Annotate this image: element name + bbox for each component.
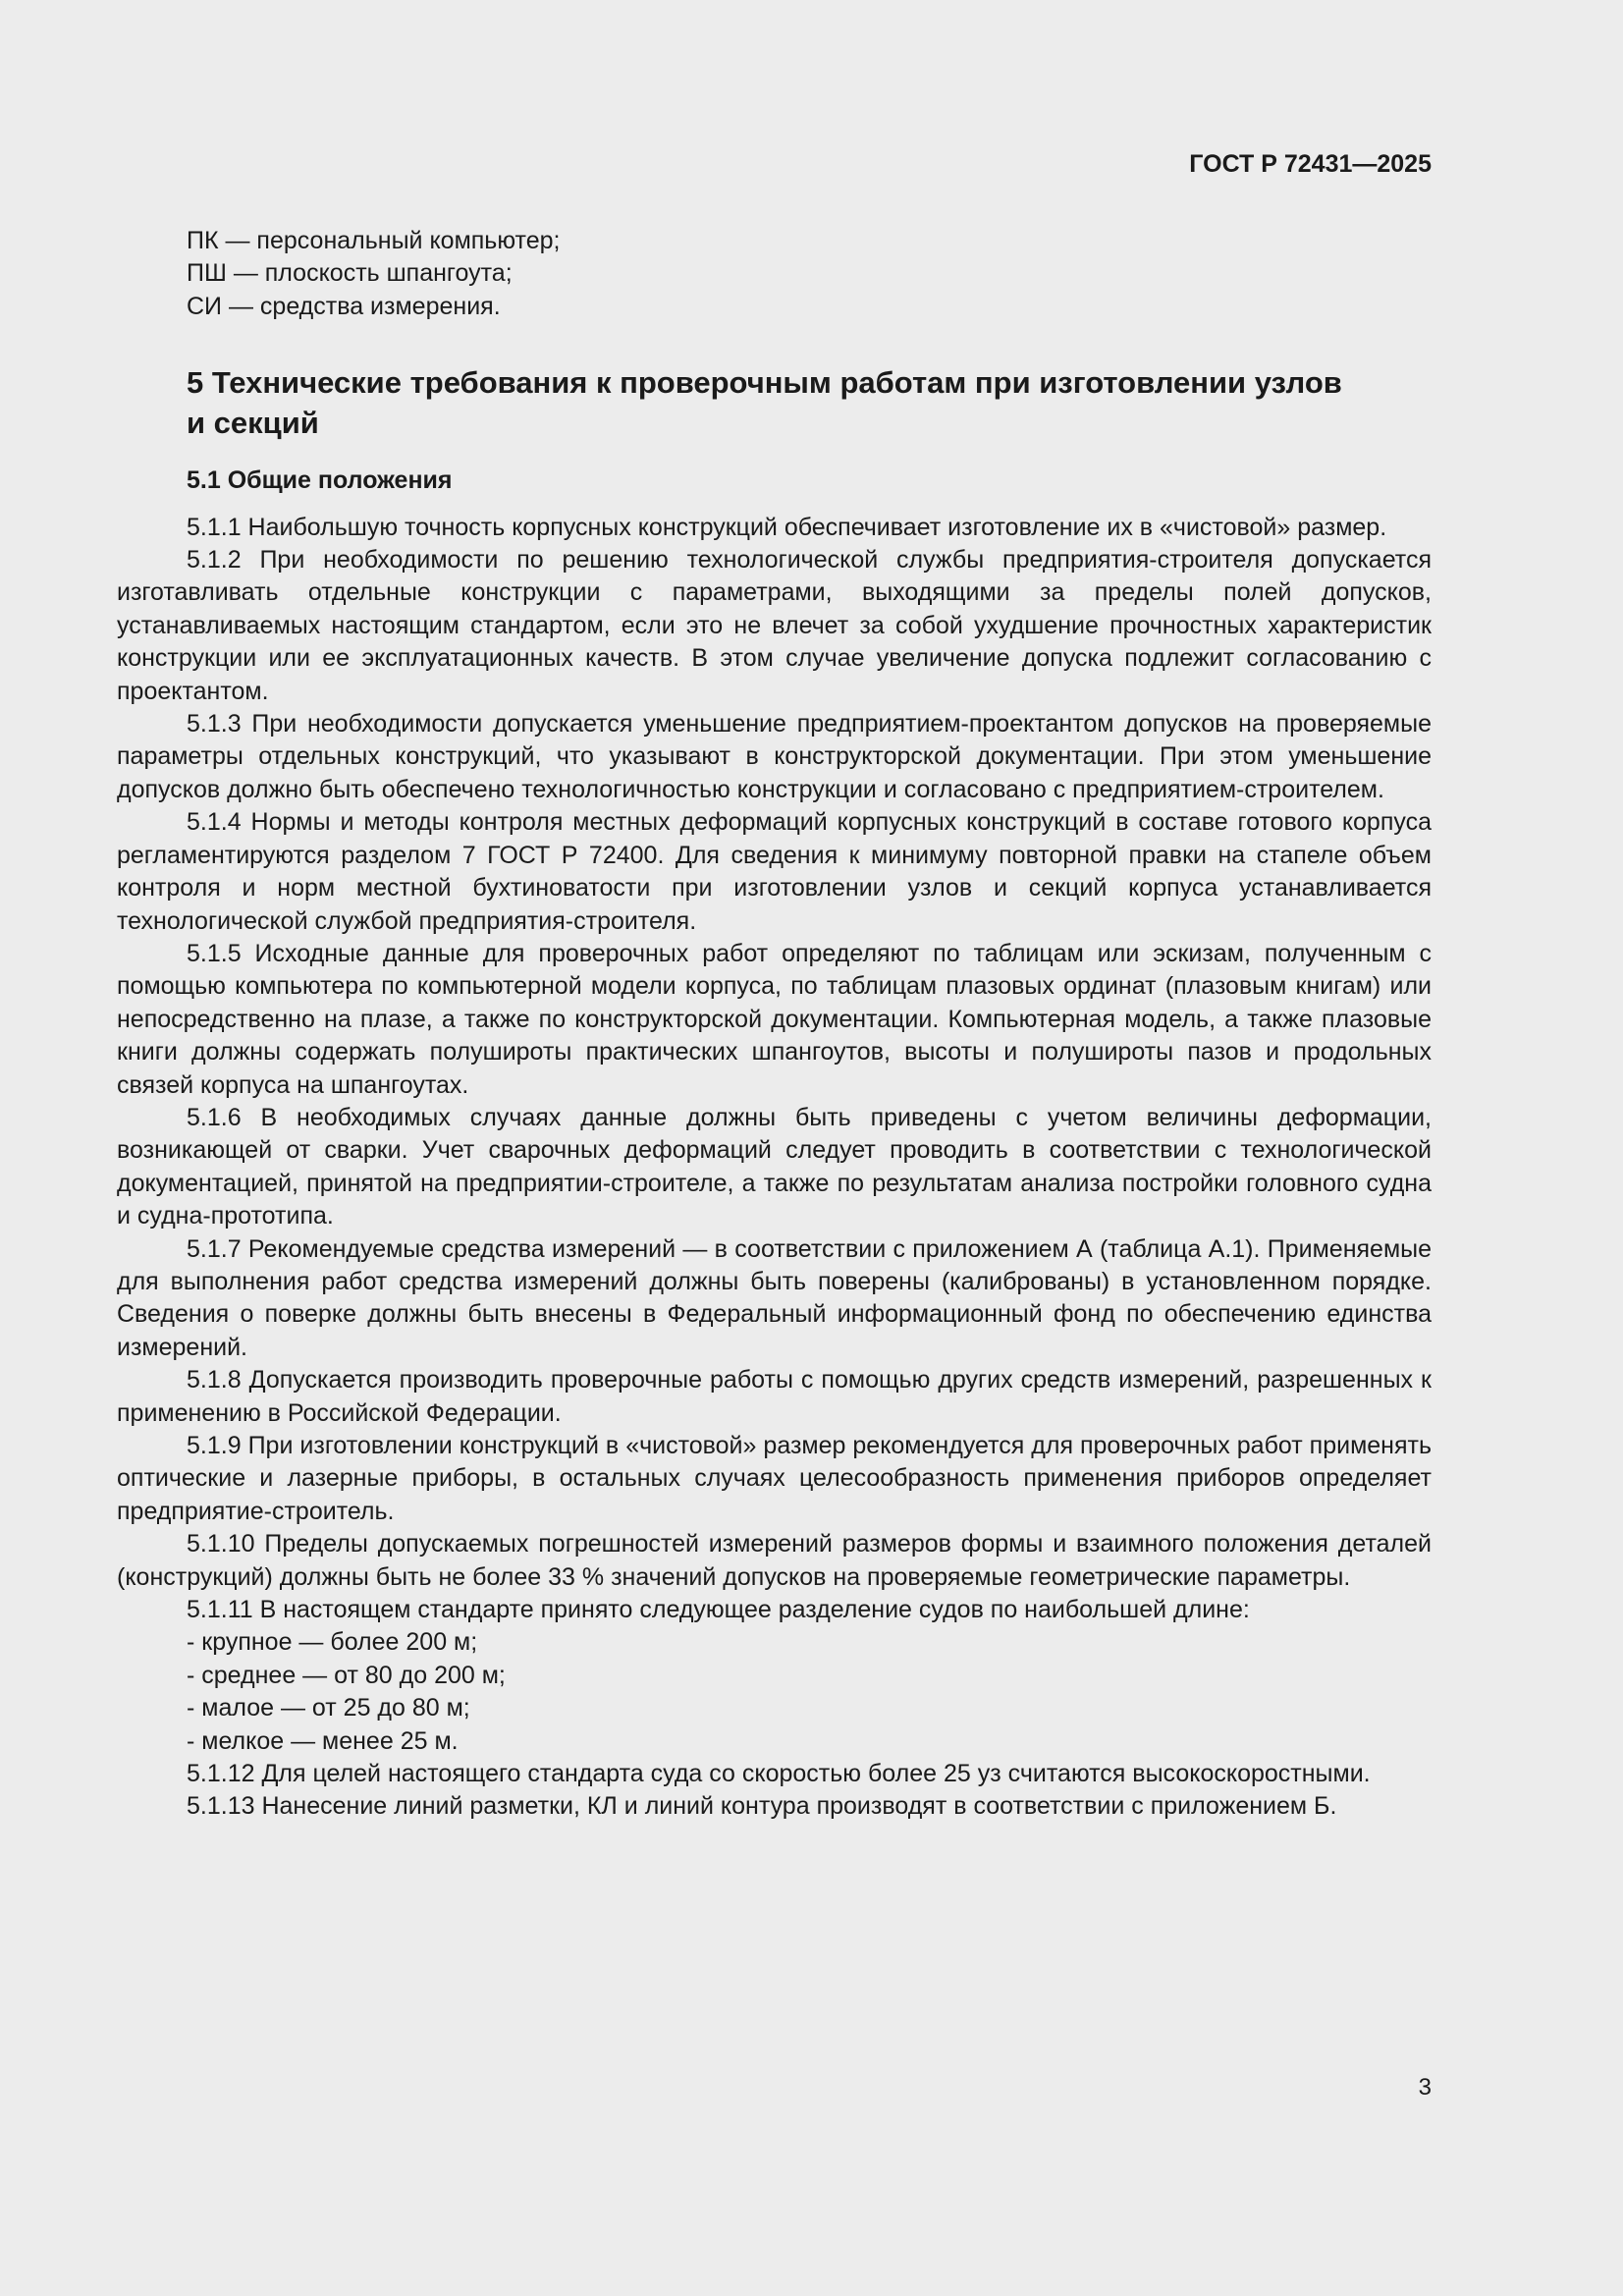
paragraph: 5.1.10 Пределы допускаемых погрешностей измерений размеров формы и взаимного положения деталей (конструкций) должны быть не более 33 % значений допусков на проверяемые геометрические параметры. (117, 1530, 1432, 1591)
paragraphs (117, 512, 1432, 1824)
abbreviations-list (117, 225, 1432, 323)
paragraph: 5.1.9 При изготовлении конструкций в «чистовой» размер рекомендуется для проверочных работ применять оптические и лазерные приборы, в остальных случаях целесообразность применения приборов определяет предприятие-строитель. (117, 1432, 1432, 1525)
list-item: - крупное — более 200 м; (187, 1628, 478, 1657)
list-item: - мелкое — менее 25 м. (187, 1726, 459, 1755)
paragraph: 5.1.12 Для целей настоящего стандарта суда со скоростью более 25 уз считаются высокоскоростными. (187, 1760, 1371, 1788)
paragraph: 5.1.11 В настоящем стандарте принято следующее разделение судов по наибольшей длине: (187, 1596, 1250, 1624)
document-body (117, 225, 1432, 1824)
list-item: - среднее — от 80 до 200 м; (187, 1661, 506, 1689)
abbreviation-item: ПШ — плоскость шпангоута; (187, 259, 513, 288)
paragraph: 5.1.5 Исходные данные для проверочных работ определяют по таблицам или эскизам, полученным с помощью компьютера по компьютерной модели корпуса, по таблицам плазовых ординат (плазовым книгам) или непосредственно на плазе, а также по конструкторской документации. Компьютерная модель, а также плазовые книги должны содержать полушироты практических шпангоутов, высоты и полушироты пазов и продольных связей корпуса на шпангоутах. (117, 939, 1432, 1099)
paragraph: 5.1.3 При необходимости допускается уменьшение предприятием-проектантом допусков на проверяемые параметры отдельных конструкций, что указывают в конструкторской документации. При этом уменьшение допусков должно быть обеспечено технологичностью конструкции и согласовано с предприятием-строителем. (117, 710, 1432, 803)
page-number: 3 (1418, 2074, 1432, 2101)
paragraph: 5.1.8 Допускается производить проверочные работы с помощью других средств измерений, разрешенных к применению в Российской Федерации. (117, 1366, 1432, 1427)
paragraph: 5.1.1 Наибольшую точность корпусных конструкций обеспечивает изготовление их в «чистовой» размер. (187, 513, 1387, 541)
paragraph: 5.1.4 Нормы и методы контроля местных деформаций корпусных конструкций в составе готового корпуса регламентируются разделом 7 ГОСТ Р 72400. Для сведения к минимуму повторной правки на стапеле объем контроля и норм местной бухтиноватости при изготовлении узлов и секций корпуса устанавливается технологической службой предприятия-строителя. (117, 808, 1432, 935)
document-code: ГОСТ Р 72431—2025 (1189, 150, 1432, 178)
paragraph: 5.1.2 При необходимости по решению технологической службы предприятия-строителя допускается изготавливать отдельные конструкции с параметрами, выходящими за пределы полей допусков, устанавливаемых настоящим стандартом, если это не влечет за собой ухудшение прочностных характеристик конструкции или ее эксплуатационных качеств. В этом случае увеличение допуска подлежит согласованию с проектантом. (117, 546, 1432, 705)
abbreviation-item: ПК — персональный компьютер; (187, 227, 561, 254)
abbreviation-item: СИ — средства измерения. (187, 292, 501, 320)
section-title: 5 Технические требования к проверочным работам при изготовлении узлов и секций (187, 365, 1342, 441)
list-item: - малое — от 25 до 80 м; (187, 1694, 470, 1722)
paragraph: 5.1.6 В необходимых случаях данные должны быть приведены с учетом величины деформации, возникающей от сварки. Учет сварочных деформаций следует проводить в соответствии с технологической документацией, принятой на предприятии-строителе, а также по результатам анализа постройки головного судна и судна-прототипа. (117, 1103, 1432, 1230)
paragraph: 5.1.13 Нанесение линий разметки, КЛ и линий контура производят в соответствии с приложением Б. (187, 1792, 1337, 1821)
paragraph: 5.1.7 Рекомендуемые средства измерений — в соответствии с приложением А (таблица А.1). Применяемые для выполнения работ средства измерений должны быть поверены (калиброваны) в установленном порядке. Сведения о поверке должны быть внесены в Федеральный информационный фонд по обеспечению единства измерений. (117, 1234, 1432, 1361)
subsection-title: 5.1 Общие положения (187, 466, 453, 495)
